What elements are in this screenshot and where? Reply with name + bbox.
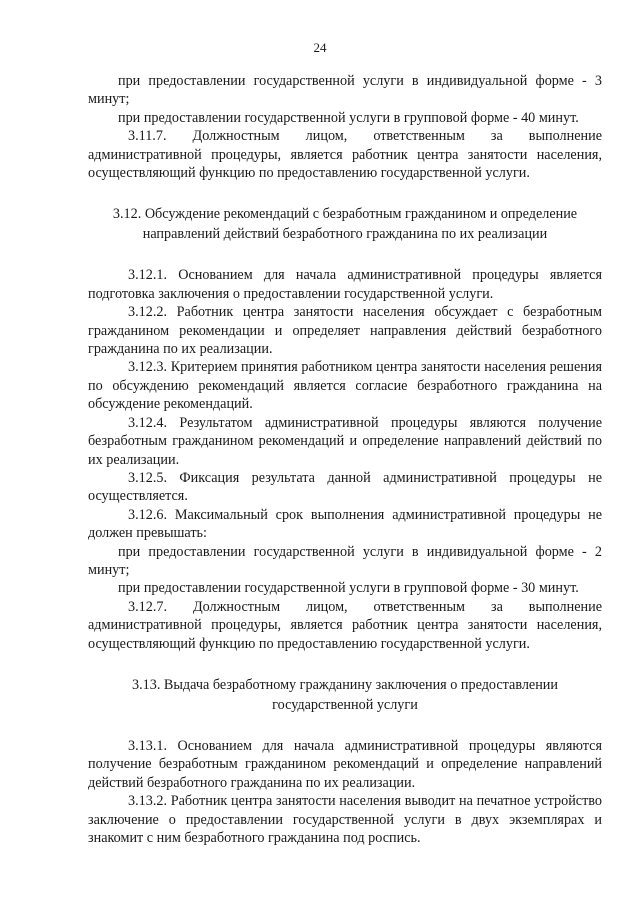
paragraph-3-12-5: 3.12.5. Фиксация результата данной административной процедуры не осуществляется.	[88, 469, 602, 505]
paragraph-3-12-4: 3.12.4. Результатом административной процедуры являются получение безработным гражданином рекомендаций и определение направлений действий по их реализации.	[88, 414, 602, 468]
paragraph-3-12-6: 3.12.6. Максимальный срок выполнения административной процедуры не должен превышать:	[88, 506, 602, 542]
paragraph-3-12-1: 3.12.1. Основанием для начала административной процедуры является подготовка заключения о предоставлении государственной услуги.	[88, 267, 602, 302]
paragraph-individual-form-2: при предоставлении государственной услуги в индивидуальной форме - 2 минут;	[88, 543, 602, 578]
paragraph-3-12-2: 3.12.2. Работник центра занятости населения обсуждает с безработным гражданином рекомендации и определяет направления действий безработного гражданина по их реализации.	[88, 304, 602, 358]
paragraph-3-13-1: 3.13.1. Основанием для начала административной процедуры являются получение безработным гражданином рекомендаций и определение направлений действий безработного гражданина по их реализации.	[88, 737, 602, 791]
section-heading-3-13: 3.13. Выдача безработному гражданину заключения о предоставлении государственной услуги	[131, 676, 558, 713]
document-body	[88, 72, 602, 847]
paragraph-3-12-7: 3.12.7. Должностным лицом, ответственным за выполнение административной процедуры, является работник центра занятости населения, осуществляющий функцию по предоставлению государственной услуги.	[88, 598, 602, 652]
page-number: 24	[313, 40, 327, 55]
paragraph-3-13-2: 3.13.2. Работник центра занятости населения выводит на печатное устройство заключение о предоставлении государственной услуги в двух экземплярах и знакомит с ним безработного гражданина под роспись.	[88, 793, 602, 846]
paragraph-group-form-30: при предоставлении государственной услуги в групповой форме - 30 минут.	[118, 580, 579, 597]
paragraph-individual-form-3: при предоставлении государственной услуги в индивидуальной форме - 3 минут;	[88, 73, 602, 108]
paragraph-3-11-7: 3.11.7. Должностным лицом, ответственным за выполнение административной процедуры, является работник центра занятости населения, осуществляющий функцию по предоставлению государственной услуги.	[88, 128, 602, 182]
paragraph-3-12-3: 3.12.3. Критерием принятия работником центра занятости населения решения по обсуждению рекомендаций является согласие безработного гражданина на обсуждение рекомендаций.	[88, 359, 602, 413]
paragraph-group-form-40: при предоставлении государственной услуги в групповой форме - 40 минут.	[118, 109, 579, 126]
section-heading-3-12: 3.12. Обсуждение рекомендаций с безработным гражданином и определение направлений действий безработного гражданина по их реализации	[112, 206, 578, 243]
